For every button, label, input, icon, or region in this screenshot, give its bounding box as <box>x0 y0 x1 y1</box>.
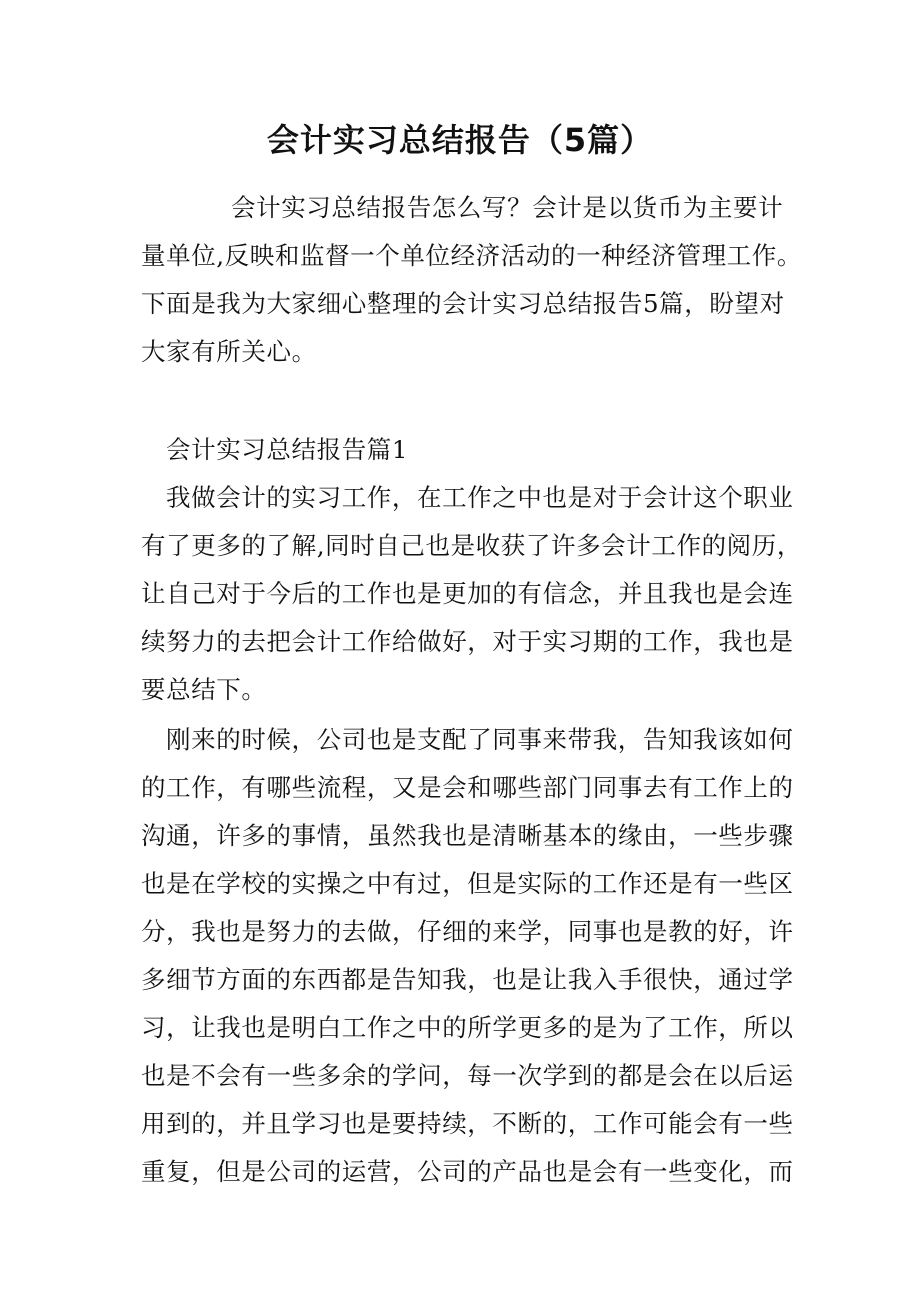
paragraph-line: 有了更多的了解,同时自己也是收获了许多会计工作的阅历， <box>141 531 802 560</box>
paragraph-line: 刚来的时候，公司也是支配了同事来带我，告知我该如何 <box>166 725 794 754</box>
section-heading: 会计实习总结报告篇1 <box>166 435 409 464</box>
paragraph-line: 续努力的去把会计工作给做好，对于实习期的工作，我也是 <box>141 627 794 656</box>
intro-line: 量单位,反映和监督一个单位经济活动的一种经济管理工作。 <box>141 241 802 270</box>
paragraph-line: 多细节方面的东西都是告知我，也是让我入手很快，通过学 <box>141 965 794 994</box>
paragraph-line: 分，我也是努力的去做，仔细的来学，同事也是教的好，许 <box>141 917 794 946</box>
intro-line: 会计实习总结报告怎么写？会计是以货币为主要计 <box>231 193 784 222</box>
paragraph-line: 重复，但是公司的运营，公司的产品也是会有一些变化，而 <box>141 1157 794 1186</box>
intro-line: 下面是我为大家细心整理的会计实习总结报告5篇，盼望对 <box>141 289 785 318</box>
paragraph-line: 要总结下。 <box>141 675 267 704</box>
paragraph-line: 也是在学校的实操之中有过，但是实际的工作还是有一些区 <box>141 869 794 898</box>
paragraph-line: 我做会计的实习工作，在工作之中也是对于会计这个职业 <box>166 483 794 512</box>
paragraph-line: 让自己对于今后的工作也是更加的有信念，并且我也是会连 <box>141 579 794 608</box>
paragraph-line: 的工作，有哪些流程，又是会和哪些部门同事去有工作上的 <box>141 773 794 802</box>
paragraph-line: 习，让我也是明白工作之中的所学更多的是为了工作，所以 <box>141 1013 794 1042</box>
paragraph-line: 也是不会有一些多余的学问，每一次学到的都是会在以后运 <box>141 1061 794 1090</box>
document-title: 会计实习总结报告（5篇） <box>266 121 654 159</box>
intro-line: 大家有所关心。 <box>141 337 317 366</box>
paragraph-line: 沟通，许多的事情，虽然我也是清晰基本的缘由，一些步骤 <box>141 821 794 850</box>
paragraph-line: 用到的，并且学习也是要持续，不断的，工作可能会有一些 <box>141 1109 794 1138</box>
